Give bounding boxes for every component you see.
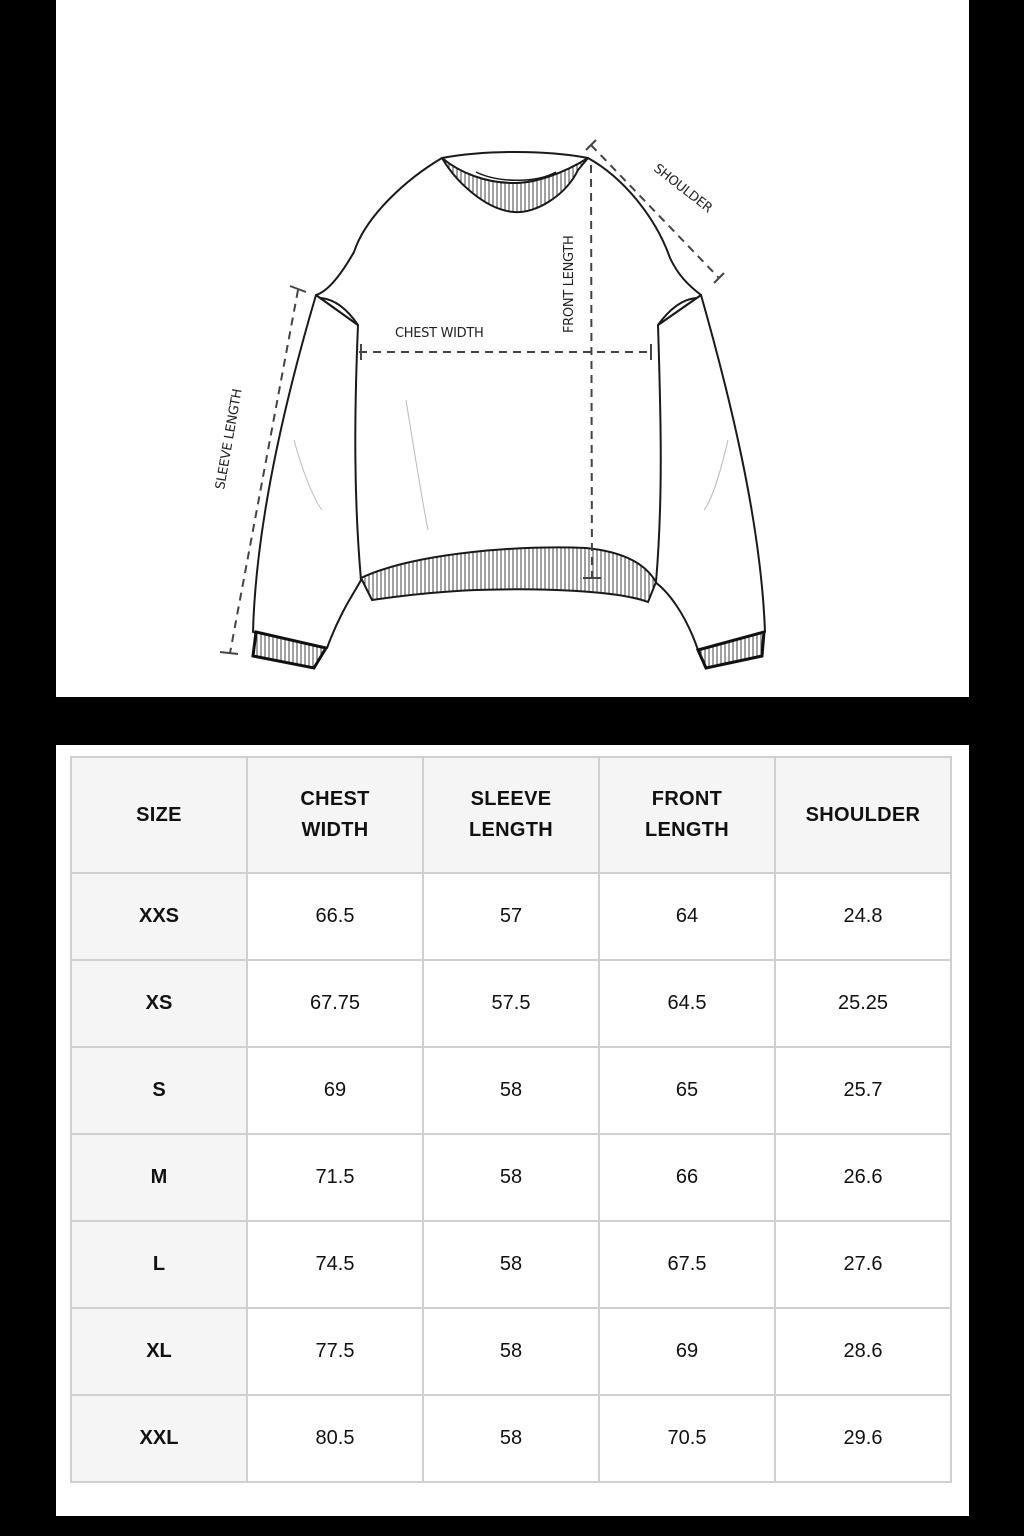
chest-width-cell: 77.5 [247, 1308, 423, 1395]
size-cell: M [71, 1134, 247, 1221]
front-length-cell: 70.5 [599, 1395, 775, 1482]
size-cell: XXL [71, 1395, 247, 1482]
chest-width-label: CHEST WIDTH [395, 326, 484, 341]
front-length-cell: 66 [599, 1134, 775, 1221]
chest-width-cell: 80.5 [247, 1395, 423, 1482]
front-length-cell: 65 [599, 1047, 775, 1134]
header-chest-width: CHEST WIDTH [247, 757, 423, 873]
shoulder-cell: 24.8 [775, 873, 951, 960]
shoulder-cell: 29.6 [775, 1395, 951, 1482]
chest-width-cell: 66.5 [247, 873, 423, 960]
sleeve-length-cell: 57.5 [423, 960, 599, 1047]
table-row [71, 1134, 951, 1221]
sleeve-length-cell: 58 [423, 1308, 599, 1395]
size-cell: XL [71, 1308, 247, 1395]
header-front-length: FRONT LENGTH [599, 757, 775, 873]
size-cell: L [71, 1221, 247, 1308]
table-row [71, 873, 951, 960]
sleeve-length-cell: 57 [423, 873, 599, 960]
shoulder-cell: 25.7 [775, 1047, 951, 1134]
header-shoulder: SHOULDER [775, 757, 951, 873]
sleeve-length-cell: 58 [423, 1221, 599, 1308]
shoulder-label: SHOULDER [650, 161, 715, 217]
shoulder-cell: 25.25 [775, 960, 951, 1047]
front-length-cell: 69 [599, 1308, 775, 1395]
sleeve-length-cell: 58 [423, 1134, 599, 1221]
sweatshirt-diagram [56, 0, 969, 697]
header-sleeve-length: SLEEVE LENGTH [423, 757, 599, 873]
front-length-cell: 64 [599, 873, 775, 960]
sleeve-length-cell: 58 [423, 1395, 599, 1482]
chest-width-cell: 67.75 [247, 960, 423, 1047]
size-cell: XS [71, 960, 247, 1047]
front-length-label: FRONT LENGTH [562, 235, 577, 333]
size-cell: XXS [71, 873, 247, 960]
table-row [71, 1308, 951, 1395]
front-length-cell: 67.5 [599, 1221, 775, 1308]
chest-width-cell: 69 [247, 1047, 423, 1134]
size-chart-table [70, 756, 952, 1483]
table-row [71, 1221, 951, 1308]
size-chart-panel [56, 745, 969, 1516]
shoulder-cell: 26.6 [775, 1134, 951, 1221]
sleeve-length-label: SLEEVE LENGTH [213, 387, 246, 491]
shoulder-cell: 27.6 [775, 1221, 951, 1308]
table-row [71, 1395, 951, 1482]
table-row [71, 960, 951, 1047]
shoulder-cell: 28.6 [775, 1308, 951, 1395]
header-size: SIZE [71, 757, 247, 873]
table-row [71, 1047, 951, 1134]
sweatshirt-diagram-panel [56, 0, 969, 697]
chest-width-cell: 71.5 [247, 1134, 423, 1221]
front-length-cell: 64.5 [599, 960, 775, 1047]
chest-width-cell: 74.5 [247, 1221, 423, 1308]
size-cell: S [71, 1047, 247, 1134]
sleeve-length-cell: 58 [423, 1047, 599, 1134]
table-header-row [71, 757, 951, 873]
